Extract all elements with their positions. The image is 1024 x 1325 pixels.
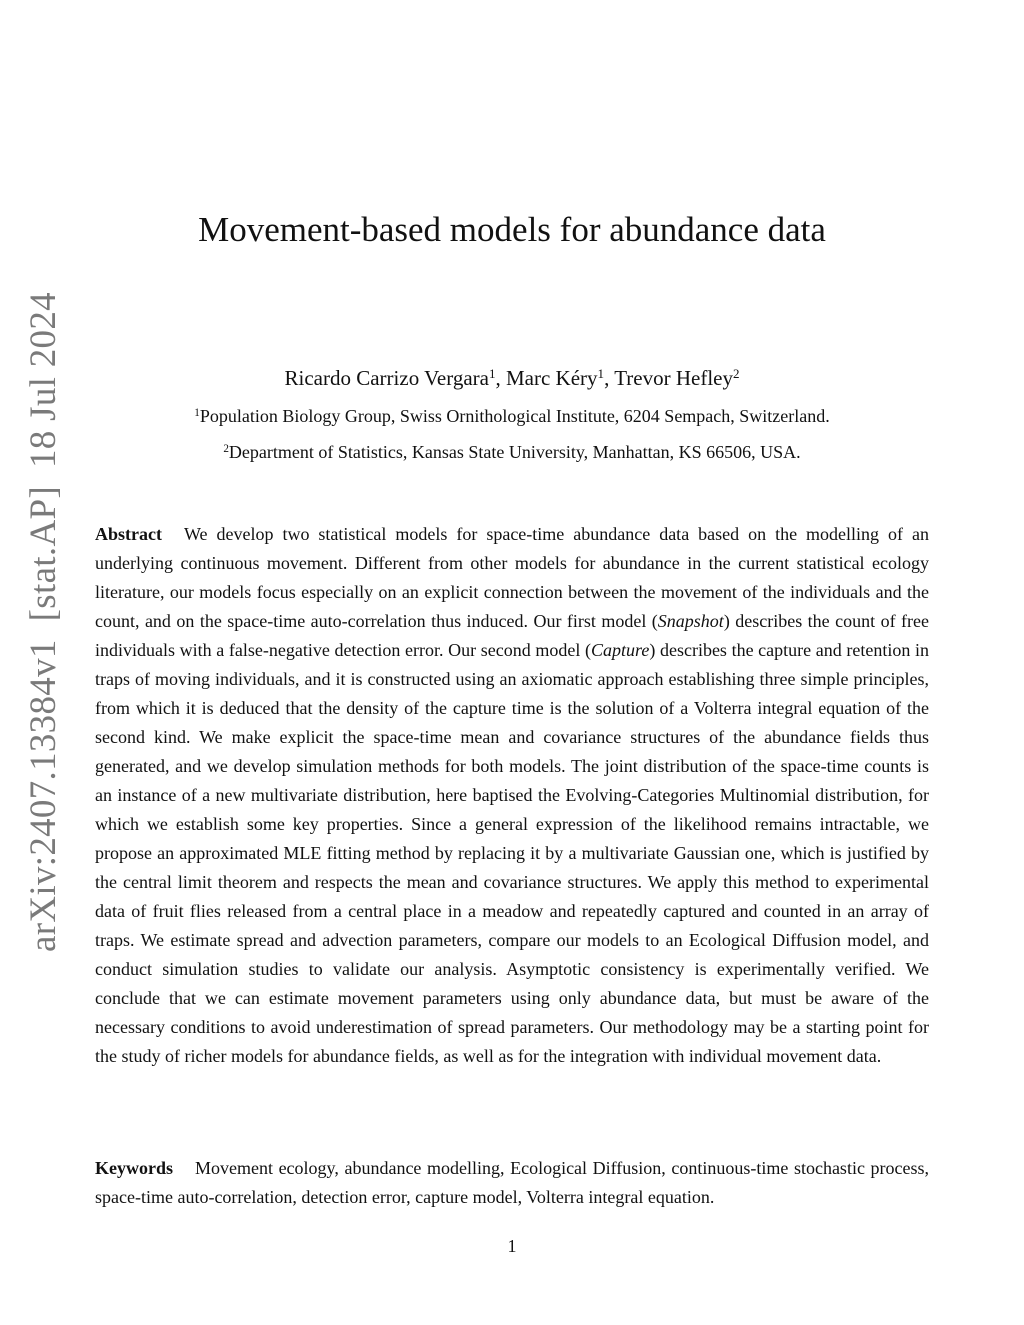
affiliation-mark: 2 <box>732 365 740 381</box>
affiliation-text: Department of Statistics, Kansas State University, Manhattan, KS 66506, USA. <box>228 442 801 462</box>
author-name: Trevor Hefley <box>614 366 733 390</box>
affiliation-mark: 2 <box>223 442 229 455</box>
affiliation-mark: 1 <box>194 406 200 419</box>
keywords-text: Movement ecology, abundance modelling, Ecological Diffusion, continuous-time stochastic process, space-time auto-correlation, detection error, capture model, Volterra integral equation. <box>95 1158 929 1207</box>
affiliation-mark: 1 <box>488 365 496 381</box>
affiliation <box>0 442 1024 463</box>
author-separator: , <box>495 366 506 390</box>
arxiv-date: 18 Jul 2024 <box>23 292 64 469</box>
author-name: Ricardo Carrizo Vergara <box>284 366 489 390</box>
abstract-text: We develop two statistical models for space-time abundance data based on the modelling of an underlying continuous movement. Different from other models for abundance in the current statistical ecology literature, our models focus especially on an explicit connection between the movement of the individuals and the count, and on the space-time auto-correlation thus induced. Our first model ( <box>95 524 929 631</box>
arxiv-category: [stat.AP] <box>23 486 64 622</box>
paper-title: Movement-based models for abundance data <box>198 210 826 249</box>
abstract-text: ) describes the count of free individuals with a false-negative detection error. Our second model ( <box>95 611 929 660</box>
abstract-text: ) describes the capture and retention in traps of moving individuals, and it is constructed using an axiomatic approach establishing three simple principles, from which it is deduced that the density of the capture time is the solution of a Volterra integral equation of the second kind. We make explicit the space-time mean and covariance structures of the abundance fields thus generated, and we develop simulation methods for both models. The joint distribution of the space-time counts is an instance of a new multivariate distribution, here baptised the Evolving-Categories Multinomial distribution, for which we establish some key properties. Since a general expression of the likelihood remains intractable, we propose an approximated MLE fitting method by replacing it by a multivariate Gaussian one, which is justified by the central limit theorem and respects the mean and covariance structures. We apply this method to experimental data of fruit flies released from a central place in a meadow and repeatedly captured and counted in an array of traps. We estimate spread and advection parameters, compare our models to an Ecological Diffusion model, and conduct simulation studies to validate our analysis. Asymptotic consistency is experimentally verified. We conclude that we can estimate movement parameters using only abundance data, but must be aware of the necessary conditions to avoid underestimation of spread parameters. Our methodology may be a starting point for the study of richer models for abundance fields, as well as for the integration with individual movement data. <box>95 640 929 1066</box>
affiliation-text: Population Biology Group, Swiss Ornithological Institute, 6204 Sempach, Switzerland. <box>199 406 830 426</box>
abstract <box>95 520 929 1071</box>
page-number: 1 <box>507 1236 517 1256</box>
keywords <box>95 1154 929 1212</box>
affiliation-mark: 1 <box>597 365 605 381</box>
affiliation <box>0 406 1024 427</box>
author-name: Marc Kéry <box>506 366 598 390</box>
arxiv-id: arXiv:2407.13384v1 <box>23 639 64 952</box>
abstract-label: Abstract <box>95 524 162 544</box>
model-name-snapshot: Snapshot <box>657 611 724 631</box>
model-name-capture: Capture <box>591 640 650 660</box>
keywords-label: Keywords <box>95 1158 173 1178</box>
author-separator: , <box>604 366 615 390</box>
author-list <box>0 366 1024 391</box>
arxiv-identifier-stamp <box>22 292 65 952</box>
